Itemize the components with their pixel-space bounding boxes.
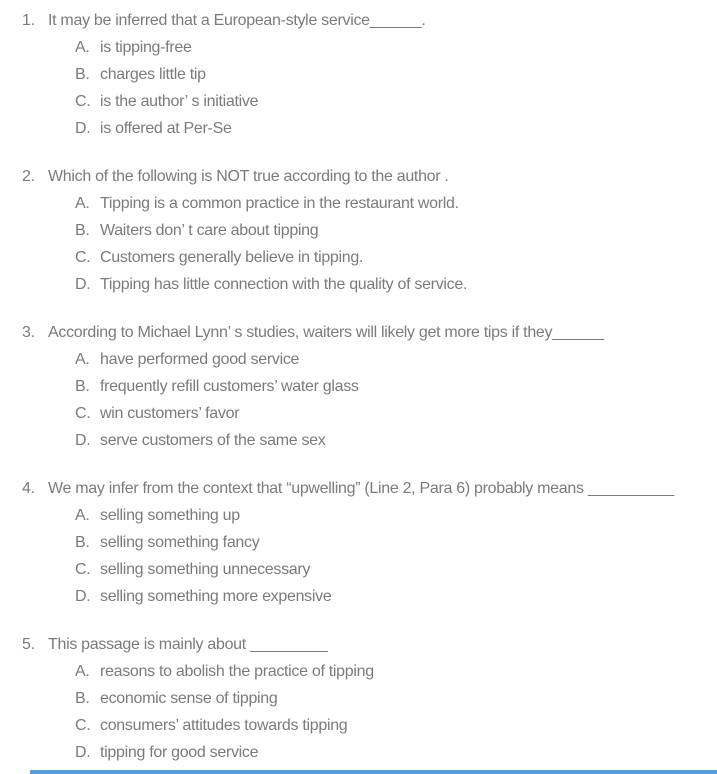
option-a bbox=[22, 34, 717, 61]
question-number: 1. bbox=[22, 12, 35, 29]
option-text: consumers’ attitudes towards tipping bbox=[100, 717, 348, 734]
question-3 bbox=[22, 319, 717, 454]
option-a bbox=[22, 190, 717, 217]
option-text: is tipping-free bbox=[100, 39, 192, 56]
option-text: win customers’ favor bbox=[100, 405, 240, 422]
option-letter: C. bbox=[75, 93, 91, 110]
question-line bbox=[22, 319, 717, 346]
option-c bbox=[22, 556, 717, 583]
option-d bbox=[22, 427, 717, 454]
option-letter: B. bbox=[75, 534, 90, 551]
option-c bbox=[22, 244, 717, 271]
option-text: is offered at Per-Se bbox=[100, 120, 232, 137]
option-b bbox=[22, 217, 717, 244]
question-line bbox=[22, 7, 717, 34]
question-number: 3. bbox=[22, 324, 35, 341]
option-letter: B. bbox=[75, 690, 90, 707]
option-d bbox=[22, 271, 717, 298]
option-text: Customers generally believe in tipping. bbox=[100, 249, 364, 266]
question-2 bbox=[22, 163, 717, 298]
option-text: reasons to abolish the practice of tipping bbox=[100, 663, 374, 680]
option-letter: D. bbox=[75, 744, 91, 761]
option-text: selling something more expensive bbox=[100, 588, 332, 605]
option-text: is the author’ s initiative bbox=[100, 93, 259, 110]
question-text: Which of the following is NOT true according to the author . bbox=[48, 168, 449, 185]
question-line bbox=[22, 631, 717, 658]
question-line bbox=[22, 475, 717, 502]
question-5 bbox=[22, 631, 717, 766]
option-c bbox=[22, 88, 717, 115]
option-text: serve customers of the same sex bbox=[100, 432, 326, 449]
question-number: 5. bbox=[22, 636, 35, 653]
option-text: Waiters don’ t care about tipping bbox=[100, 222, 319, 239]
option-letter: D. bbox=[75, 588, 91, 605]
option-text: frequently refill customers’ water glass bbox=[100, 378, 359, 395]
option-letter: B. bbox=[75, 66, 90, 83]
option-letter: D. bbox=[75, 276, 91, 293]
option-text: tipping for good service bbox=[100, 744, 259, 761]
option-letter: C. bbox=[75, 717, 91, 734]
option-text: selling something fancy bbox=[100, 534, 260, 551]
option-a bbox=[22, 502, 717, 529]
option-text: charges little tip bbox=[100, 66, 206, 83]
option-letter: B. bbox=[75, 222, 90, 239]
option-text: selling something unnecessary bbox=[100, 561, 311, 578]
option-letter: A. bbox=[75, 39, 90, 56]
question-text: It may be inferred that a European-style service______. bbox=[48, 12, 426, 29]
option-d bbox=[22, 115, 717, 142]
option-text: Tipping is a common practice in the restaurant world. bbox=[100, 195, 459, 212]
question-1 bbox=[22, 7, 717, 142]
option-letter: D. bbox=[75, 432, 91, 449]
option-d bbox=[22, 739, 717, 766]
option-text: Tipping has little connection with the quality of service. bbox=[100, 276, 468, 293]
option-text: have performed good service bbox=[100, 351, 300, 368]
option-text: selling something up bbox=[100, 507, 240, 524]
option-a bbox=[22, 658, 717, 685]
question-text: According to Michael Lynn’ s studies, waiters will likely get more tips if they______ bbox=[48, 324, 604, 341]
option-b bbox=[22, 61, 717, 88]
option-b bbox=[22, 373, 717, 400]
option-letter: A. bbox=[75, 663, 90, 680]
option-letter: A. bbox=[75, 507, 90, 524]
question-number: 4. bbox=[22, 480, 35, 497]
option-letter: C. bbox=[75, 405, 91, 422]
option-b bbox=[22, 529, 717, 556]
option-letter: B. bbox=[75, 378, 90, 395]
option-letter: A. bbox=[75, 351, 90, 368]
option-letter: C. bbox=[75, 249, 91, 266]
question-text: We may infer from the context that “upwelling” (Line 2, Para 6) probably means __________ bbox=[48, 480, 674, 497]
question-text: This passage is mainly about _________ bbox=[48, 636, 328, 653]
option-text: economic sense of tipping bbox=[100, 690, 278, 707]
option-d bbox=[22, 583, 717, 610]
option-c bbox=[22, 400, 717, 427]
option-letter: D. bbox=[75, 120, 91, 137]
question-number: 2. bbox=[22, 168, 35, 185]
bottom-blue-bar bbox=[30, 770, 717, 774]
option-c bbox=[22, 712, 717, 739]
option-letter: C. bbox=[75, 561, 91, 578]
option-letter: A. bbox=[75, 195, 90, 212]
option-b bbox=[22, 685, 717, 712]
option-a bbox=[22, 346, 717, 373]
question-line bbox=[22, 163, 717, 190]
question-4 bbox=[22, 475, 717, 610]
